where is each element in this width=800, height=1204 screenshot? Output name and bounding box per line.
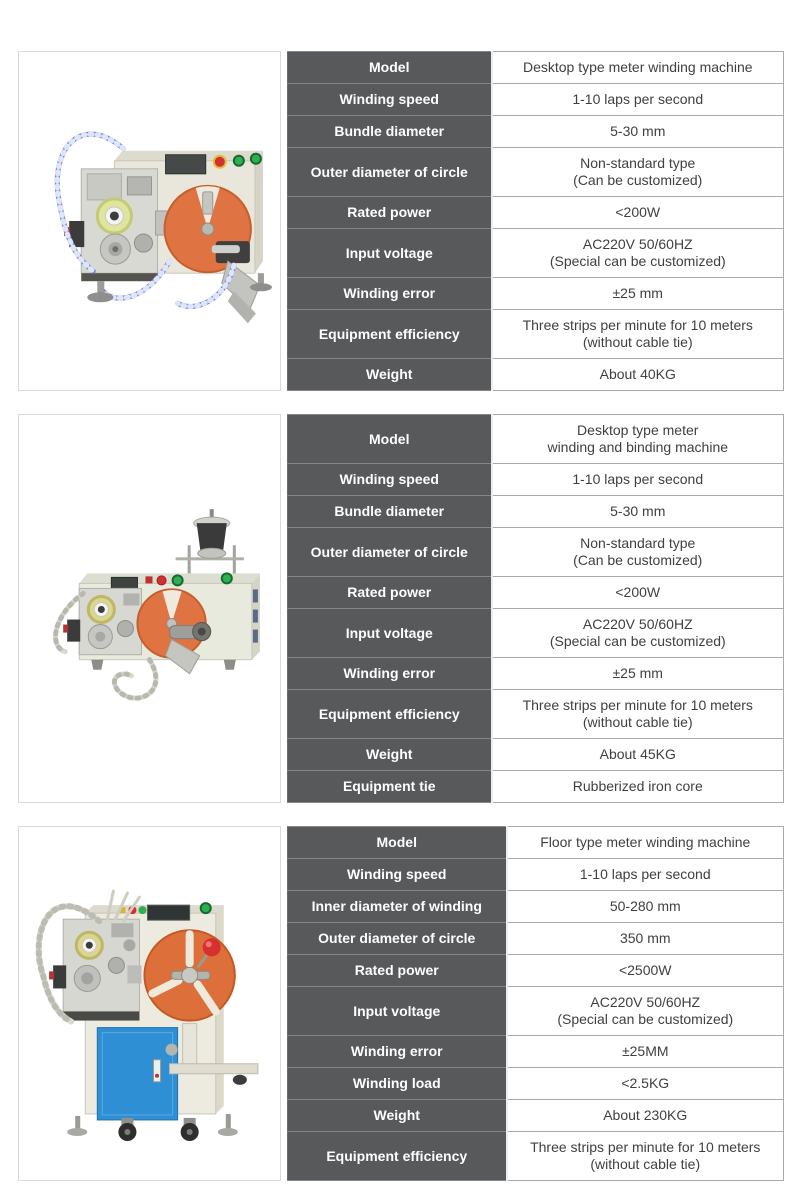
spec-value-cell	[492, 739, 784, 771]
product-section-desktop-winding	[18, 51, 784, 391]
spec-value-cell	[492, 415, 784, 464]
spec-label-cell: Model	[288, 415, 492, 464]
product-section-desktop-winding-binding	[18, 414, 784, 803]
spec-row	[288, 310, 784, 359]
spec-value-cell	[492, 496, 784, 528]
spec-label-cell: Model	[288, 52, 492, 84]
spec-row	[288, 609, 784, 658]
spec-value-cell	[492, 116, 784, 148]
spec-value-line: (Can be customized)	[573, 552, 703, 568]
spec-value-line: AC220V 50/60HZ	[590, 994, 701, 1010]
spec-label-cell: Inner diameter of winding	[288, 891, 507, 923]
spec-label-cell: Bundle diameter	[288, 116, 492, 148]
spec-label-cell: Winding error	[288, 1036, 507, 1068]
spec-row	[288, 84, 784, 116]
spec-label-cell: Outer diameter of circle	[288, 923, 507, 955]
spec-value-line: Desktop type meter winding machine	[522, 59, 753, 75]
red-ball-lever-graphic	[203, 938, 221, 956]
spec-value-line: Three strips per minute for 10 meters	[530, 1139, 761, 1155]
spec-value-cell	[507, 955, 784, 987]
spec-label-cell: Weight	[288, 739, 492, 771]
spec-value-line: (without cable tie)	[582, 334, 693, 350]
spec-row	[288, 891, 784, 923]
spec-table-desktop-winding	[287, 51, 784, 391]
spec-row	[288, 464, 784, 496]
spec-label-cell: Outer diameter of circle	[288, 528, 492, 577]
spec-row	[288, 229, 784, 278]
spec-value-cell	[492, 658, 784, 690]
spec-value-line: Rubberized iron core	[572, 778, 703, 794]
spec-value-cell	[507, 1132, 784, 1181]
spec-value-line: AC220V 50/60HZ	[582, 236, 693, 252]
spec-value-cell	[492, 84, 784, 116]
spec-value-line: winding and binding machine	[547, 439, 729, 455]
red-button-graphic	[145, 576, 152, 583]
product-section-floor-winding	[18, 826, 784, 1181]
spec-label-cell: Equipment tie	[288, 771, 492, 803]
spec-label-cell: Rated power	[288, 955, 507, 987]
spec-value-line: 5-30 mm	[610, 503, 666, 519]
spec-table-floor-winding	[287, 826, 784, 1181]
spec-value-line: Non-standard type	[580, 155, 696, 171]
spec-value-cell	[507, 1100, 784, 1132]
spec-row	[288, 116, 784, 148]
spec-label-cell: Input voltage	[288, 987, 507, 1036]
spec-value-cell	[507, 1068, 784, 1100]
spec-value-line: Floor type meter winding machine	[540, 834, 751, 850]
spec-value-line: 5-30 mm	[610, 123, 666, 139]
spec-value-line: ±25MM	[621, 1043, 669, 1059]
spec-value-line: 50-280 mm	[609, 898, 681, 914]
feeding-mechanism	[49, 919, 141, 1020]
green-button-graphic	[138, 906, 146, 914]
spec-value-line: (Special can be customized)	[549, 253, 726, 269]
red-button-graphic	[157, 576, 166, 585]
spec-value-cell	[492, 690, 784, 739]
spec-label-cell: Winding speed	[288, 84, 492, 116]
spec-value-line: <200W	[615, 204, 661, 220]
spec-value-cell	[507, 859, 784, 891]
spec-value-line: AC220V 50/60HZ	[582, 616, 693, 632]
spec-label-cell: Rated power	[288, 577, 492, 609]
spec-value-cell	[492, 148, 784, 197]
spec-value-line: <2500W	[618, 962, 672, 978]
spec-value-line: ±25 mm	[612, 665, 663, 681]
spec-value-line: <2.5KG	[621, 1075, 670, 1091]
spec-label-cell: Rated power	[288, 197, 492, 229]
spec-row	[288, 987, 784, 1036]
spec-value-cell	[492, 609, 784, 658]
green-button-graphic	[201, 903, 211, 913]
spec-value-line: ±25 mm	[612, 285, 663, 301]
winding-disc	[144, 930, 234, 1020]
spec-row	[288, 496, 784, 528]
spec-value-line: Three strips per minute for 10 meters	[522, 697, 753, 713]
spec-value-cell	[492, 310, 784, 359]
green-button-graphic	[222, 573, 232, 583]
spec-label-cell: Bundle diameter	[288, 496, 492, 528]
spec-value-cell	[492, 197, 784, 229]
spec-row	[288, 528, 784, 577]
spec-value-cell	[492, 52, 784, 84]
spec-value-line: (Special can be customized)	[557, 1011, 734, 1027]
spec-value-cell	[507, 1036, 784, 1068]
spec-row	[288, 658, 784, 690]
spec-value-cell	[507, 987, 784, 1036]
spec-row	[288, 197, 784, 229]
spec-value-line: (without cable tie)	[590, 1156, 701, 1172]
spec-value-line: About 45KG	[599, 746, 676, 762]
spec-row	[288, 923, 784, 955]
spec-row	[288, 577, 784, 609]
spec-value-line: 1-10 laps per second	[572, 91, 704, 107]
spec-label-cell: Weight	[288, 1100, 507, 1132]
blue-cabinet-door	[97, 1028, 177, 1120]
spool-stand	[176, 509, 244, 575]
spec-row	[288, 771, 784, 803]
spec-value-line: <200W	[615, 584, 661, 600]
spec-value-cell	[492, 577, 784, 609]
spec-value-cell	[492, 278, 784, 310]
spec-row	[288, 278, 784, 310]
desktop-meter-winding-and-binding-machine-photo	[19, 415, 280, 802]
spec-value-cell	[492, 359, 784, 391]
product-photo-box	[18, 414, 281, 803]
spec-value-cell	[507, 923, 784, 955]
spec-label-cell: Model	[288, 827, 507, 859]
spec-value-line: Desktop type meter	[577, 422, 699, 438]
spec-label-cell: Outer diameter of circle	[288, 148, 492, 197]
spec-label-cell: Winding error	[288, 658, 492, 690]
spec-value-line: About 230KG	[603, 1107, 688, 1123]
spec-value-line: 1-10 laps per second	[572, 471, 704, 487]
spec-row	[288, 690, 784, 739]
spec-label-cell: Winding speed	[288, 464, 492, 496]
emergency-stop-button-graphic	[214, 156, 226, 168]
spec-row	[288, 415, 784, 464]
spec-row	[288, 1036, 784, 1068]
product-spec-page	[18, 51, 784, 1204]
spec-row	[288, 827, 784, 859]
spec-value-line: About 40KG	[599, 366, 676, 382]
spec-row	[288, 1132, 784, 1181]
spec-row	[288, 1100, 784, 1132]
desktop-meter-winding-machine-photo	[19, 52, 280, 390]
door-handle-graphic	[154, 1060, 161, 1082]
spec-value-line: 350 mm	[619, 930, 671, 946]
spec-label-cell: Winding load	[288, 1068, 507, 1100]
spec-value-line: 1-10 laps per second	[579, 866, 711, 882]
spec-row	[288, 1068, 784, 1100]
spec-label-cell: Equipment efficiency	[288, 310, 492, 359]
spec-label-cell: Input voltage	[288, 229, 492, 278]
green-button-graphic	[234, 156, 244, 166]
spec-value-line: Non-standard type	[580, 535, 696, 551]
spec-value-cell	[492, 464, 784, 496]
machine-feet	[91, 660, 236, 670]
spec-label-cell: Weight	[288, 359, 492, 391]
spec-row	[288, 148, 784, 197]
feeding-mechanism	[64, 169, 173, 281]
spec-value-cell	[492, 528, 784, 577]
spec-value-cell	[492, 229, 784, 278]
spec-row	[288, 859, 784, 891]
spec-value-cell	[507, 891, 784, 923]
spec-label-cell: Equipment efficiency	[288, 690, 492, 739]
spec-row	[288, 52, 784, 84]
product-photo-box	[18, 51, 281, 391]
spec-label-cell: Winding error	[288, 278, 492, 310]
spec-row	[288, 739, 784, 771]
spec-value-line: (Special can be customized)	[549, 633, 726, 649]
spec-row	[288, 359, 784, 391]
spec-label-cell: Winding speed	[288, 859, 507, 891]
spec-table-desktop-winding-binding	[287, 414, 784, 803]
spec-value-line: (without cable tie)	[582, 714, 693, 730]
spec-label-cell: Input voltage	[288, 609, 492, 658]
spec-value-cell	[492, 771, 784, 803]
floor-type-meter-winding-machine-photo	[19, 827, 280, 1180]
green-button-graphic	[251, 154, 261, 164]
spec-value-cell	[507, 827, 784, 859]
spec-value-line: Three strips per minute for 10 meters	[522, 317, 753, 333]
spec-row	[288, 955, 784, 987]
product-photo-box	[18, 826, 281, 1181]
green-button-graphic	[173, 575, 183, 585]
spec-value-line: (Can be customized)	[573, 172, 703, 188]
spec-label-cell: Equipment efficiency	[288, 1132, 507, 1181]
